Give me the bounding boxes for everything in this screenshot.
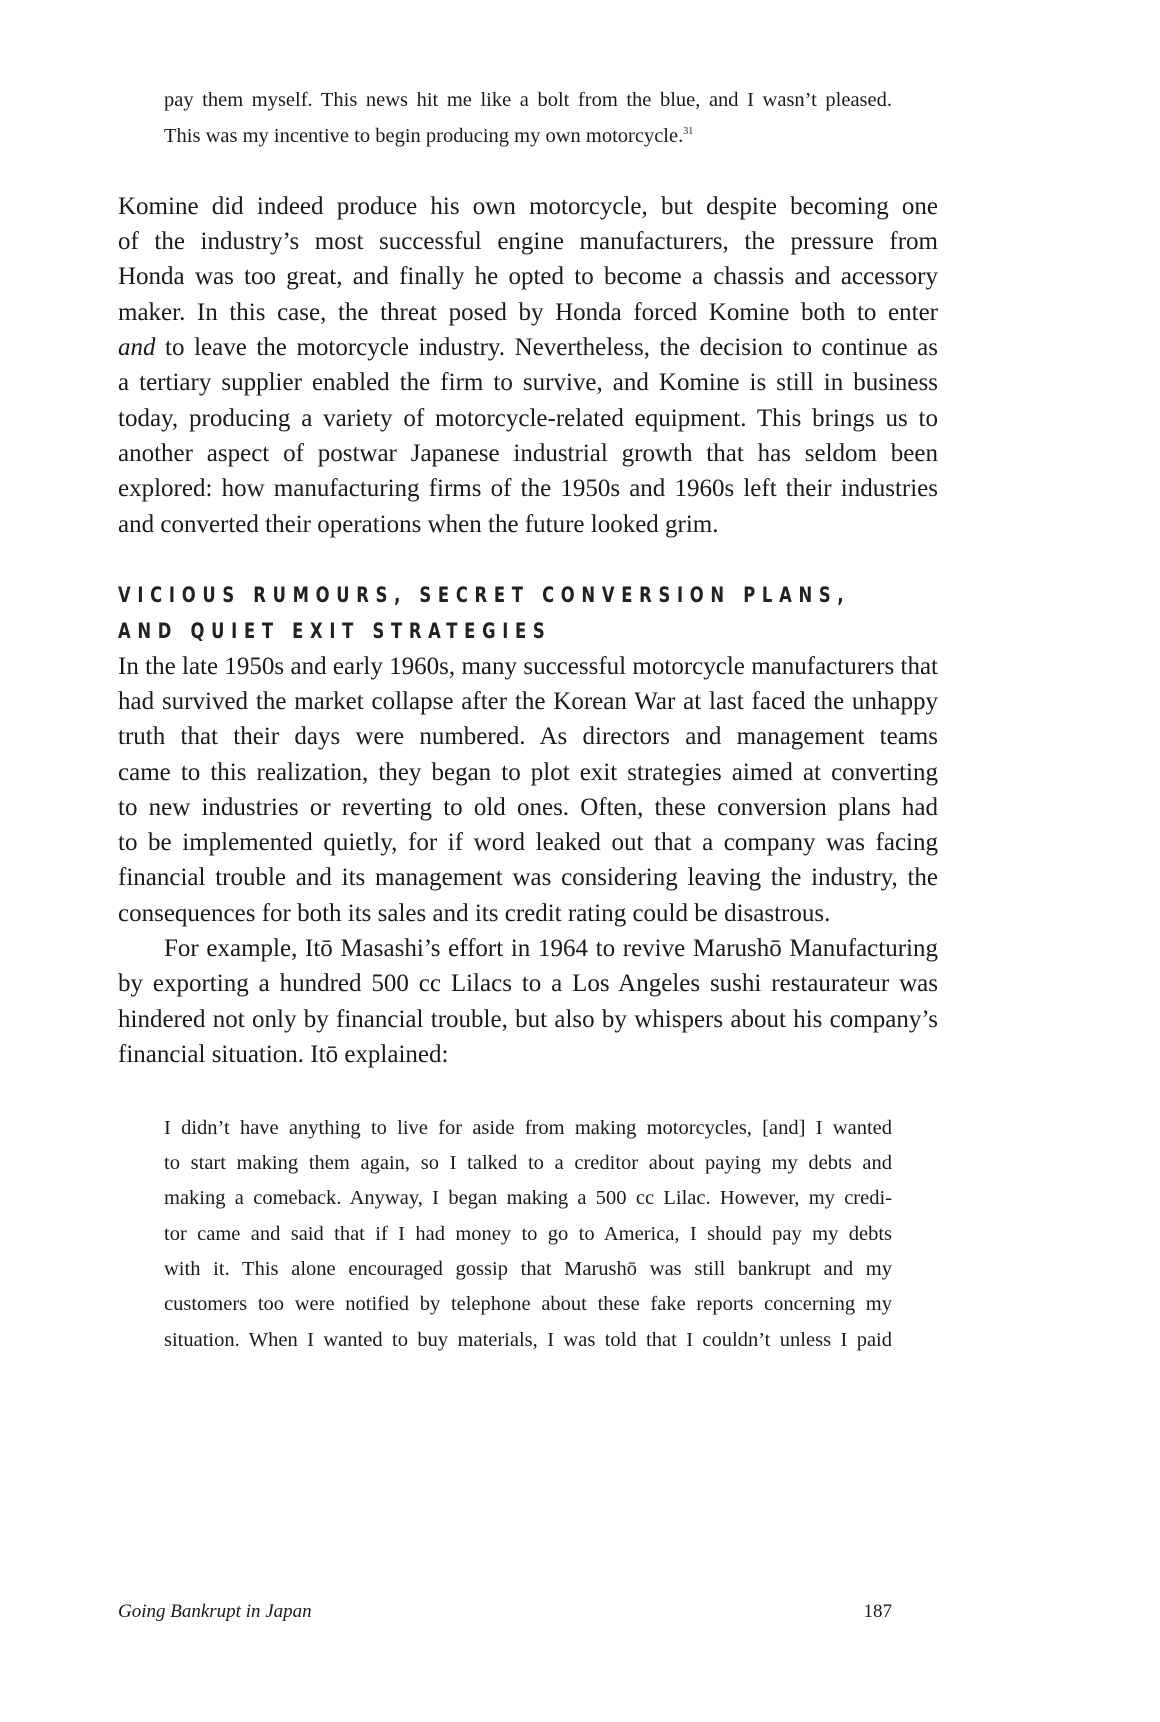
- quote-line: tor came and said that if I had money to go to America, I should pay my debts: [164, 1223, 892, 1245]
- paragraph-line: truth that their days were numbered. As directors and management teams: [118, 723, 938, 750]
- emphasis-and: and: [118, 334, 156, 361]
- paragraph-line: of the industry’s most successful engine manufacturers, the pressure from: [118, 228, 938, 255]
- quote-line: [164, 119, 892, 154]
- quote-line: pay them myself. This news hit me like a bolt from the blue, and I wasn’t pleased.: [164, 89, 892, 111]
- paragraph-line-text: to leave the motorcycle industry. Nevertheless, the decision to continue as: [155, 334, 938, 361]
- page-number: 187: [863, 1601, 892, 1622]
- paragraph-line: by exporting a hundred 500 cc Lilacs to a Los Angeles sushi restaurateur was: [118, 970, 938, 997]
- paragraph-line: explored: how manufacturing firms of the 1950s and 1960s left their industries: [118, 475, 938, 502]
- quote-line: situation. When I wanted to buy materials, I was told that I couldn’t unless I paid: [164, 1329, 892, 1351]
- paragraph-line: had survived the market collapse after the Korean War at last faced the unhappy: [118, 688, 938, 715]
- paragraph-line: to be implemented quietly, for if word leaked out that a company was facing: [118, 829, 938, 856]
- quote-line: making a comeback. Anyway, I began making a 500 cc Lilac. However, my credi-: [164, 1187, 892, 1209]
- quote-line-text: This was my incentive to begin producing my own motorcycle.: [164, 125, 684, 147]
- paragraph-line: Honda was too great, and finally he opted to become a chassis and accessory: [118, 263, 938, 290]
- paragraph-line: financial situation. Itō explained:: [118, 1041, 449, 1068]
- paragraph-line: financial trouble and its management was considering leaving the industry, the: [118, 864, 938, 891]
- quote-line: customers too were notified by telephone about these fake reports concerning my: [164, 1293, 892, 1315]
- quote-line: with it. This alone encouraged gossip that Marushō was still bankrupt and my: [164, 1258, 892, 1280]
- quote-line: I didn’t have anything to live for aside from making motorcycles, [and] I wanted: [164, 1117, 892, 1139]
- paragraph-line: hindered not only by financial trouble, but also by whispers about his company’s: [118, 1006, 938, 1033]
- heading-line: AND QUIET EXIT STRATEGIES: [118, 619, 552, 643]
- paragraph-line: maker. In this case, the threat posed by Honda forced Komine both to enter: [118, 299, 938, 326]
- running-footer-title: Going Bankrupt in Japan: [118, 1601, 312, 1622]
- paragraph-line: For example, Itō Masashi’s effort in 1964 to revive Marushō Manufacturing: [164, 935, 938, 962]
- paragraph-line: consequences for both its sales and its credit rating could be disastrous.: [118, 900, 831, 927]
- paragraph-line: Komine did indeed produce his own motorcycle, but despite becoming one: [118, 193, 938, 220]
- heading-line: VICIOUS RUMOURS, SECRET CONVERSION PLANS,: [118, 583, 851, 607]
- paragraph-line: a tertiary supplier enabled the firm to survive, and Komine is still in business: [118, 369, 938, 396]
- paragraph-line: came to this realization, they began to plot exit strategies aimed at converting: [118, 759, 938, 786]
- footnote-reference[interactable]: 31: [683, 126, 694, 137]
- paragraph-line: [118, 330, 938, 365]
- quote-line: to start making them again, so I talked to a creditor about paying my debts and: [164, 1152, 892, 1174]
- paragraph-line: In the late 1950s and early 1960s, many successful motorcycle manufacturers that: [118, 653, 938, 680]
- paragraph-line: to new industries or reverting to old ones. Often, these conversion plans had: [118, 794, 938, 821]
- paragraph-line: and converted their operations when the future looked grim.: [118, 511, 719, 538]
- paragraph-line: today, producing a variety of motorcycle-related equipment. This brings us to: [118, 405, 938, 432]
- paragraph-line: another aspect of postwar Japanese industrial growth that has seldom been: [118, 440, 938, 467]
